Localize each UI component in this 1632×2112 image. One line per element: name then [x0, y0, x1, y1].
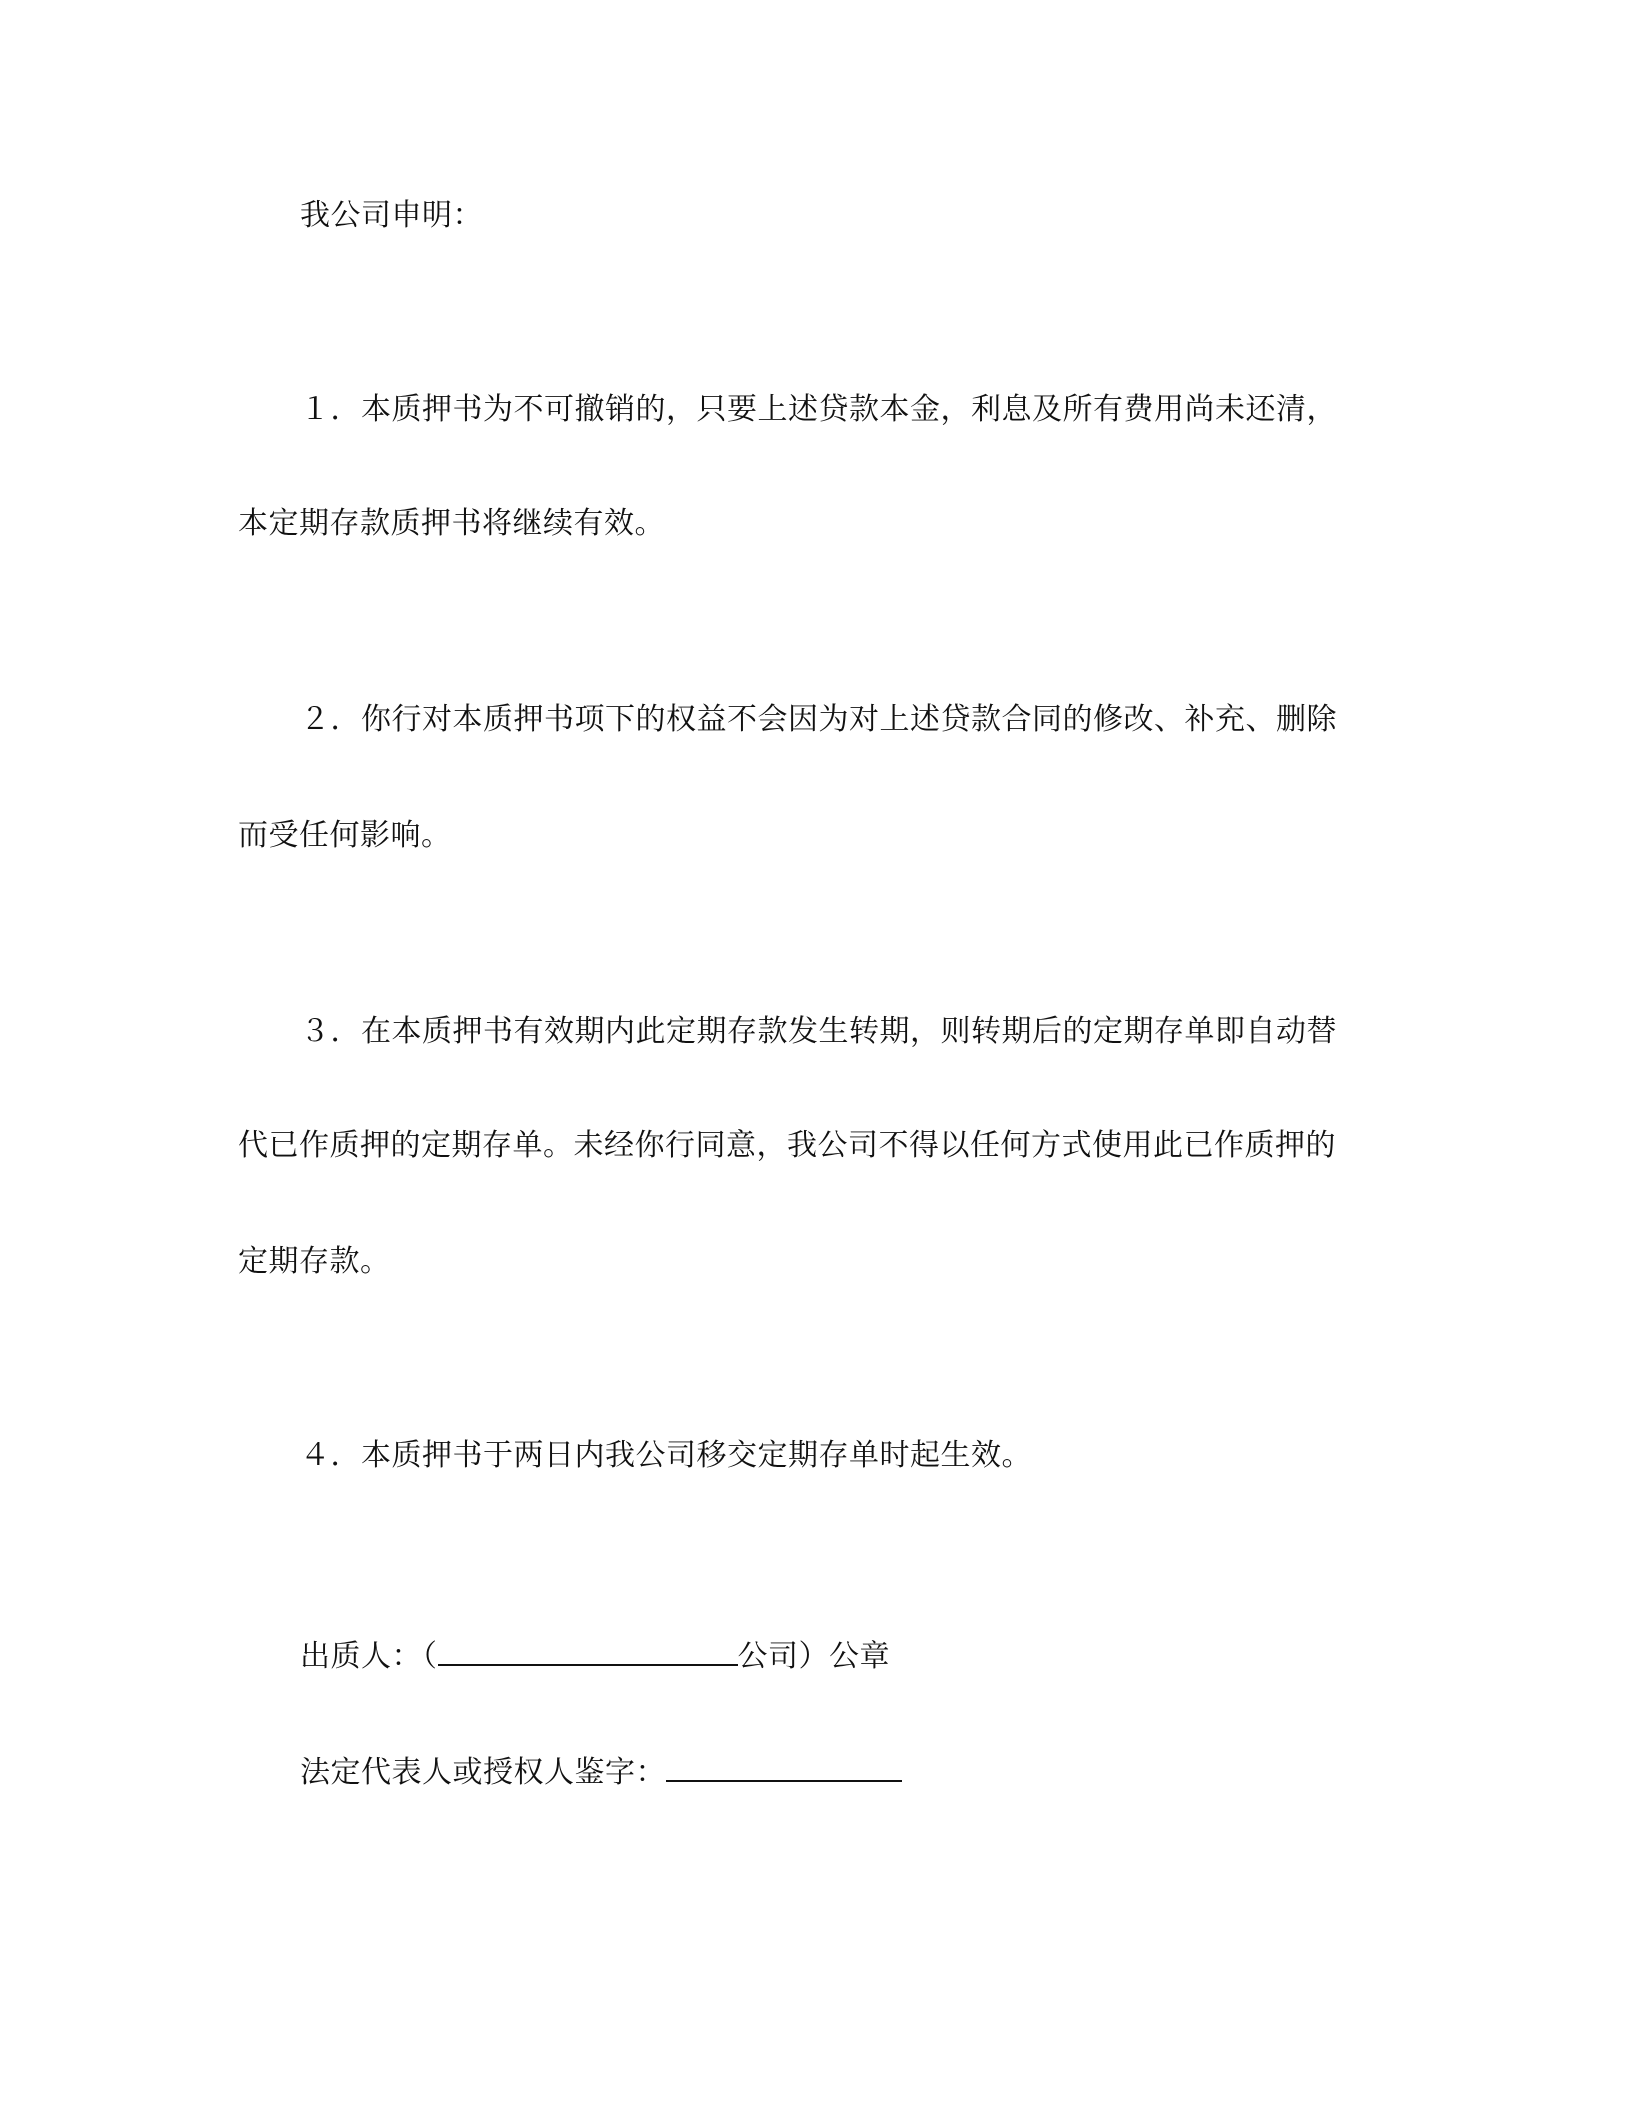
- clause-2-line-2: 而受任何影响。: [238, 818, 452, 853]
- signature-blank[interactable]: [666, 1750, 902, 1782]
- clause-1-line-1: [300, 390, 1337, 430]
- clause-2-line-1: [300, 700, 1337, 740]
- clause-1-line-2: 本定期存款质押书将继续有效。: [238, 506, 665, 541]
- pledgor-label: 出质人：（: [300, 1639, 438, 1674]
- clause-3-text-1: 在本质押书有效期内此定期存款发生转期，则转期后的定期存单即自动替: [361, 1014, 1337, 1049]
- intro-statement: 我公司申明：: [300, 198, 483, 233]
- pledgor-seal-line: [300, 1634, 890, 1677]
- clause-1-text-1: 本质押书为不可撤销的，只要上述贷款本金，利息及所有费用尚未还清，: [361, 392, 1337, 427]
- clause-3-number: ３．: [300, 1014, 361, 1049]
- clause-4-line-1: [300, 1436, 1032, 1476]
- clause-3-line-1: [300, 1012, 1337, 1052]
- pledgor-seal-suffix: 公司）公章: [737, 1639, 890, 1674]
- representative-signature-line: [300, 1750, 902, 1793]
- clause-4-text-1: 本质押书于两日内我公司移交定期存单时起生效。: [361, 1438, 1032, 1473]
- clause-3-line-2: 代已作质押的定期存单。未经你行同意，我公司不得以任何方式使用此已作质押的: [238, 1128, 1336, 1163]
- clause-2-text-1: 你行对本质押书项下的权益不会因为对上述贷款合同的修改、补充、删除: [361, 702, 1337, 737]
- clause-4-number: ４．: [300, 1438, 361, 1473]
- clause-2-number: ２．: [300, 702, 361, 737]
- representative-label: 法定代表人或授权人鉴字：: [300, 1755, 666, 1790]
- clause-3-line-3: 定期存款。: [238, 1244, 391, 1279]
- company-name-blank[interactable]: [438, 1634, 738, 1666]
- clause-1-number: １．: [300, 392, 361, 427]
